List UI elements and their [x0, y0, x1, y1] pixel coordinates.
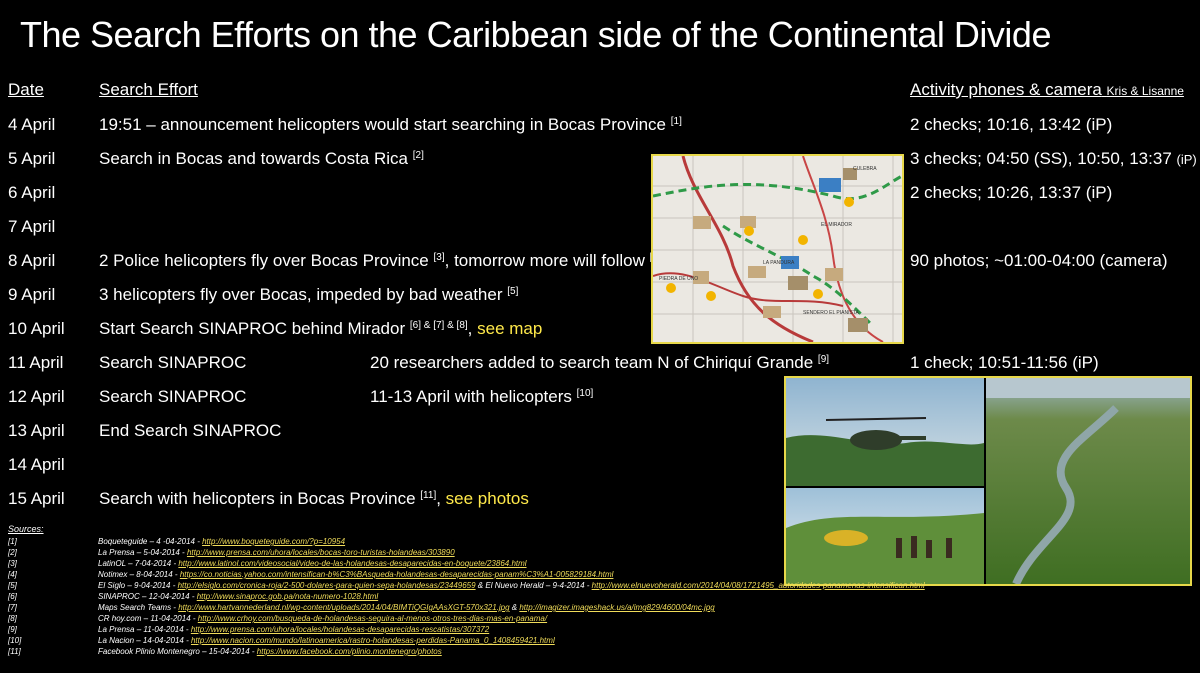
source-link[interactable]: http://www.hartvannederland.nl/wp-content/uploads/2014/04/BIMTiQGIgAAsXGT-570x321.jpg — [178, 603, 510, 612]
row-date: 9 April — [8, 285, 56, 304]
map-label-culebra: CULEBRA — [853, 166, 877, 172]
map-label-pandura: LA PANDURA — [763, 260, 795, 266]
source-link[interactable]: http://elsiglo.com/cronica-roja/2-500-dolares-para-quien-sepa-holandesas/23449659 — [177, 581, 476, 590]
map-drawing — [653, 156, 902, 342]
source-item: [9] La Prensa – 11-04-2014 - http://www.prensa.com/uhora/locales/holandesas-desaparecidas-rescatistas/307372 — [8, 625, 490, 634]
row-activity: 90 photos; ~01:00-04:00 (camera) — [910, 251, 1168, 270]
row-date: 12 April — [8, 387, 65, 406]
table-row — [0, 183, 1200, 217]
table-row — [0, 251, 1200, 285]
source-link[interactable]: http://imagizer.imageshack.us/a/img829/4600/04mc.jpg — [519, 603, 715, 612]
header-activity-label: Activity phones & camera — [910, 80, 1102, 99]
table-row — [0, 115, 1200, 149]
row-effort: Search SINAPROC — [99, 387, 247, 406]
row-date: 8 April — [8, 251, 56, 270]
source-item: [1] Boqueteguide – 4 -04-2014 - http://www.boqueteguide.com/?p=10954 — [8, 537, 346, 546]
row-date: 6 April — [8, 183, 56, 202]
source-item: [4] Notimex – 8-04-2014 - https://co.noticias.yahoo.com/intensifican-b%C3%BAsqueda-holandesas-desaparecidas-panam%C3%A1-005829184.html — [8, 570, 614, 579]
source-link[interactable]: http://www.nacion.com/mundo/latinoamerica/rastro-holandesas-perdidas-Panama_0_1408459421.html — [190, 636, 555, 645]
source-link[interactable]: http://www.boqueteguide.com/?p=10954 — [202, 537, 346, 546]
sources-label: Sources: — [8, 524, 44, 534]
row-effort: Search in Bocas and towards Costa Rica [2] — [99, 149, 424, 168]
row-date: 5 April — [8, 149, 56, 168]
source-link[interactable]: http://www.prensa.com/uhora/locales/holandesas-desaparecidas-rescatistas/307372 — [190, 625, 490, 634]
header-activity-sub: Kris & Lisanne — [1106, 84, 1184, 98]
source-link[interactable]: http://www.crhoy.com/busqueda-de-holandesas-seguira-al-menos-otros-tres-dias-mas-en-panama/ — [197, 614, 548, 623]
source-item: [7] Maps Search Teams - http://www.hartvannederland.nl/wp-content/uploads/2014/04/BIMTiQGIgAAsXGT-570x321.jpg & http://imagizer.imageshack.us/a/img829/4600/04mc.jpg — [8, 603, 715, 612]
source-link[interactable]: http://www.elnuevoherald.com/2014/04/08/1721495_autoridades-panamenas-intensifican.html — [591, 581, 925, 590]
map-label-mirador: EL MIRADOR — [821, 222, 852, 228]
map-label-sendero: SENDERO EL PIANISTA — [803, 310, 859, 316]
source-item: [6] SINAPROC – 12-04-2014 - http://www.sinaproc.gob.pa/nota-numero-1028.html — [8, 592, 379, 601]
source-item: [2] La Prensa – 5-04-2014 - http://www.prensa.com/uhora/locales/bocas-toro-turistas-holandeas/303890 — [8, 548, 455, 557]
table-row — [0, 149, 1200, 183]
row-date: 13 April — [8, 421, 65, 440]
row-effort-detail: 11-13 April with helicopters [10] — [370, 387, 594, 406]
see-map-link[interactable]: see map — [477, 319, 543, 338]
header-search-effort: Search Effort — [99, 80, 198, 99]
source-item: [11] Facebook Plinio Montenegro – 15-04-2014 - https://www.facebook.com/plinio.montenegro/photos — [8, 647, 442, 656]
source-link[interactable]: https://www.facebook.com/plinio.montenegro/photos — [256, 647, 442, 656]
row-activity: 1 check; 10:51-11:56 (iP) — [910, 353, 1099, 372]
map-label-piedra: PIEDRA DE UNO — [659, 276, 699, 282]
row-date: 10 April — [8, 319, 65, 338]
page-title: The Search Efforts on the Caribbean side of the Continental Divide — [20, 14, 1051, 55]
row-activity: 2 checks; 10:26, 13:37 (iP) — [910, 183, 1113, 202]
row-effort: 19:51 – announcement helicopters would start searching in Bocas Province [1] — [99, 115, 682, 134]
row-effort: Search with helicopters in Bocas Province [11], see photos — [99, 489, 529, 508]
source-link[interactable]: http://www.sinaproc.gob.pa/nota-numero-1028.html — [196, 592, 379, 601]
source-item: [10] La Nacion – 14-04-2014 - http://www.nacion.com/mundo/latinoamerica/rastro-holandesas-perdidas-Panama_0_1408459421.html — [8, 636, 555, 645]
row-date: 4 April — [8, 115, 56, 134]
source-link[interactable]: http://www.prensa.com/uhora/locales/bocas-toro-turistas-holandeas/303890 — [186, 548, 455, 557]
row-date: 15 April — [8, 489, 65, 508]
row-date: 11 April — [8, 353, 64, 372]
row-effort-detail: 20 researchers added to search team N of Chiriquí Grande [9] — [370, 353, 830, 372]
row-effort: 2 Police helicopters fly over Bocas Province [3], tomorrow more will follow — [99, 251, 645, 270]
search-map-image — [651, 154, 904, 344]
source-item: [8] CR hoy.com – 11-04-2014 - http://www.crhoy.com/busqueda-de-holandesas-seguira-al-menos-otros-tres-dias-mas-en-panama/ — [8, 614, 548, 623]
row-effort: 3 helicopters fly over Bocas, impeded by bad weather [5] — [99, 285, 519, 304]
table-row — [0, 319, 1200, 353]
row-effort: Search SINAPROC — [99, 353, 247, 372]
see-photos-link[interactable]: see photos — [445, 489, 529, 508]
source-item: [5] El Siglo – 9-04-2014 - http://elsiglo.com/cronica-roja/2-500-dolares-para-quien-sepa-holandesas/23449659 & El Nuevo Herald – 9-4-2014 - http://www.elnuevoherald.com/2014/04/08/1721495_autoridades-panamenas-intensifican.html — [8, 581, 925, 590]
row-activity: 3 checks; 04:50 (SS), 10:50, 13:37 (iP) — [910, 149, 1197, 168]
row-date: 14 April — [8, 455, 65, 474]
header-activity — [910, 80, 1184, 100]
header-date: Date — [8, 80, 44, 99]
source-link[interactable]: http://www.latinol.com/videosocial/video-de-las-holandesas-desaparecidas-en-boquete/23864.html — [178, 559, 527, 568]
source-item: [3] LatinOL – 7-04-2014 - http://www.latinol.com/videosocial/video-de-las-holandesas-desaparecidas-en-boquete/23864.html — [8, 559, 527, 568]
row-activity: 2 checks; 10:16, 13:42 (iP) — [910, 115, 1113, 134]
table-row — [0, 217, 1200, 251]
source-link[interactable]: https://co.noticias.yahoo.com/intensifican-b%C3%BAsqueda-holandesas-desaparecidas-panam%C3%A1-005829184.html — [179, 570, 614, 579]
row-effort: Start Search SINAPROC behind Mirador [6] & [7] & [8], see map — [99, 319, 543, 338]
row-date: 7 April — [8, 217, 56, 236]
row-effort: End Search SINAPROC — [99, 421, 282, 440]
table-row — [0, 285, 1200, 319]
